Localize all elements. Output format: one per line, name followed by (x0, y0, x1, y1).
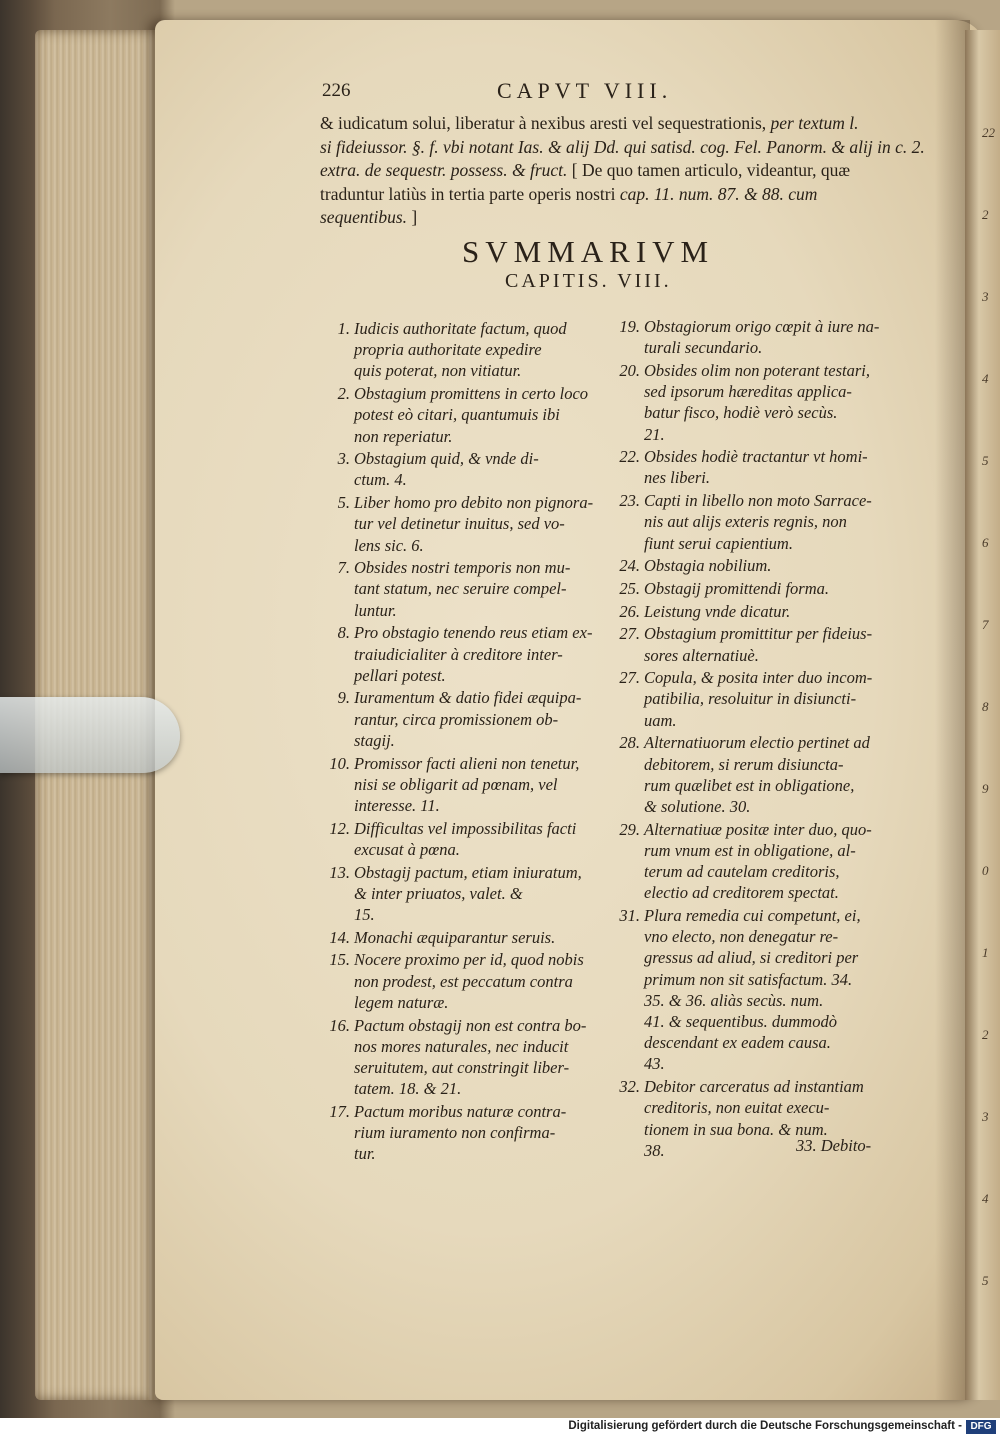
summary-entry-number: 10. (329, 753, 350, 773)
summary-entry-line: 41. & sequentibus. dummodò (644, 1012, 837, 1031)
intro-text-italic: cap. 11. num. 87. & 88. cum (619, 183, 818, 204)
facing-page-number: 2 (982, 207, 989, 222)
facing-page-number: 22 (982, 125, 995, 140)
summary-title: SVMMARIVM (462, 234, 715, 269)
summary-entry-line: creditoris, non euitat execu- (644, 1098, 830, 1118)
summary-entry (608, 623, 900, 665)
summary-entry-line: nisi se obligarit ad pœnam, vel (354, 774, 558, 794)
facing-page-number: 9 (982, 781, 989, 796)
summary-entry-line: Obstagia nobilium. (644, 556, 772, 576)
summary-entry-number: 14. (329, 927, 350, 947)
summary-entry-line: Promissor facti alieni non tenetur, (354, 753, 580, 773)
summary-entry (608, 667, 900, 731)
summary-entry-number: 31. (619, 905, 640, 925)
dfg-logo: DFG (966, 1420, 996, 1434)
summary-entry-line: legem naturæ. (354, 992, 449, 1012)
summary-entry-line: traiudicialiter à creditore inter- (354, 644, 563, 664)
summary-entry-line: nos mores naturales, nec inducit (354, 1036, 569, 1056)
summary-entry-line: excusat à pœna. (354, 839, 460, 859)
summary-entry-line: Liber homo pro debito non pignora- (354, 493, 594, 513)
summary-entry-line: descendant ex eadem causa. (644, 1033, 831, 1053)
facing-page-number: 8 (982, 699, 989, 714)
summary-entry-line: sores alternatiuè. (644, 645, 759, 665)
summary-entry-line: vno electo, non denegatur re- (644, 927, 839, 947)
summary-entry-number: 28. (619, 733, 640, 753)
summary-entry-line: Plura remedia cui competunt, ei, (644, 905, 861, 925)
intro-text-roman: traduntur latiùs in tertia parte operis nostri (320, 183, 620, 204)
summary-entry-line: patibilia, resoluitur in disiuncti- (644, 689, 857, 709)
summary-entry-line: stagij. (354, 730, 395, 750)
summary-entry (608, 578, 900, 599)
summary-entry-number: 15. (329, 950, 350, 970)
intro-text-roman: [ De quo tamen articulo, videantur, quæ (567, 160, 851, 180)
facing-page-number: 1 (982, 945, 989, 960)
summary-entry-line: tionem in sua bona. & num. (644, 1119, 828, 1139)
summary-entry (318, 318, 602, 382)
summary-entry-line: pellari potest. (354, 665, 446, 685)
footer-credit: Digitalisierung gefördert durch die Deutsche Forschungsgemeinschaft - (568, 1420, 962, 1432)
page-number: 226 (322, 80, 351, 101)
summary-entry (608, 905, 900, 1075)
summary-entry-line: fiunt serui capientium. (644, 533, 793, 553)
intro-text-italic: sequentibus. (320, 207, 408, 227)
summary-entry-line: seruitutem, aut constringit liber- (354, 1057, 570, 1077)
summary-entry-line: debitorem, si rerum disiuncta- (644, 754, 844, 774)
summary-entry-number: 27. (619, 624, 640, 644)
summary-entry-line: Copula, & posita inter duo incom- (644, 668, 873, 688)
summary-entry (608, 316, 900, 358)
intro-text-roman: & iudicatum solui, liberatur à nexibus aresti vel sequestrationis, (320, 113, 771, 133)
summary-entry (318, 927, 602, 948)
summary-entry-line: propria authoritate expedire (354, 340, 542, 360)
summary-entry-line: Pactum moribus naturæ contra- (354, 1101, 567, 1121)
summary-entry-line: rum vnum est in obligatione, al- (644, 840, 856, 860)
summary-entry-line: Alternatiuæ positæ inter duo, quo- (644, 819, 872, 839)
summary-entry-number: 12. (329, 818, 350, 838)
page-header (322, 80, 902, 110)
summary-entry (608, 732, 900, 817)
summary-entry-line: tatem. 18. & 21. (354, 1079, 462, 1099)
summary-entry-line: Obsides nostri temporis non mu- (354, 558, 571, 578)
summary-entry-line: Obstagiorum origo cœpit à iure na- (644, 317, 880, 336)
summary-entry (318, 622, 602, 686)
summary-entry-number: 19. (619, 317, 640, 336)
page-holder-clip (0, 697, 180, 773)
intro-line (320, 159, 898, 183)
summary-entry-number: 24. (619, 556, 640, 576)
summary-entry (608, 555, 900, 576)
facing-page-number: 3 (982, 1109, 989, 1124)
summary-entry-line: tur vel detinetur inuitus, sed vo- (354, 514, 565, 534)
summary-entry (318, 557, 602, 621)
summary-entry-line: 43. (644, 1054, 665, 1074)
summary-entry-line: nes liberi. (644, 468, 710, 488)
summary-entry-number: 1. (337, 319, 350, 338)
summary-entry-line: Obstagij promittendi forma. (644, 578, 830, 598)
summary-entry-line: luntur. (354, 600, 397, 620)
facing-page-number: 6 (982, 535, 989, 550)
summary-subtitle: CAPITIS. VIII. (505, 270, 672, 292)
digitization-footer (0, 1418, 1000, 1437)
summary-entry-line: Obstagium quid, & vnde di- (354, 449, 539, 469)
summary-entry (318, 949, 602, 1013)
summary-entry (318, 448, 602, 490)
summary-entry-line: tant statum, nec seruire compel- (354, 579, 567, 599)
facing-page-number: 5 (982, 1273, 989, 1288)
summary-entry-line: Capti in libello non moto Sarrace- (644, 491, 872, 511)
summary-entry-line: ctum. 4. (354, 470, 407, 490)
intro-text-roman: ] (407, 207, 418, 227)
summary-entry-number: 27. (619, 668, 640, 688)
catchword: 33. Debito- (796, 1136, 872, 1155)
summary-entry-line: lens sic. 6. (354, 535, 424, 555)
summary-entry-number: 32. (619, 1077, 640, 1097)
summary-entry (318, 383, 602, 447)
summary-entry-line: Leistung vnde dicatur. (644, 601, 791, 621)
facing-page-number: 5 (982, 453, 989, 468)
intro-line (320, 183, 898, 207)
summary-entry-line: Nocere proximo per id, quod nobis (354, 950, 584, 970)
summary-entry-line: batur fisco, hodiè verò secùs. (644, 403, 838, 423)
summary-entry (608, 819, 900, 904)
summary-entry-line: 15. (354, 904, 375, 924)
summary-entry-number: 26. (619, 601, 640, 621)
summary-entry-number: 7. (337, 558, 350, 578)
summary-entry-line: electio ad creditorem spectat. (644, 883, 839, 903)
summary-entry-number: 22. (619, 447, 640, 467)
summary-entry-number: 5. (337, 493, 350, 513)
facing-page-number: 4 (982, 371, 989, 386)
summary-entry-line: quis poterat, non vitiatur. (354, 361, 522, 381)
summary-entry-number: 9. (337, 688, 350, 708)
summary-entry-number: 23. (619, 491, 640, 511)
summary-entry-line: Alternatiuorum electio pertinet ad (644, 733, 870, 753)
summary-entry (318, 753, 602, 817)
summary-entry-line: Monachi æquiparantur seruis. (354, 927, 556, 947)
summary-entry-line: Debitor carceratus ad instantiam (644, 1077, 864, 1097)
summary-entry-line: Obstagij pactum, etiam iniuratum, (354, 862, 582, 882)
summary-entry-line: & inter priuatos, valet. & (354, 883, 523, 903)
summary-entry-line: non reperiatur. (354, 426, 453, 446)
summary-entry (608, 490, 900, 554)
facing-page-number: 4 (982, 1191, 989, 1206)
summary-entry-line: tur. (354, 1144, 376, 1164)
summary-entry-line: interesse. 11. (354, 795, 440, 815)
summary-entry-number: 2. (337, 384, 350, 404)
summary-entry-number: 13. (329, 862, 350, 882)
summary-entry-line: Iudicis authoritate factum, quod (354, 319, 567, 338)
facing-page-number: 2 (982, 1027, 989, 1042)
summary-entry (608, 601, 900, 622)
summary-entry (318, 818, 602, 860)
facing-page-number: 7 (982, 617, 989, 632)
summary-entry-line: Pro obstagio tenendo reus etiam ex- (354, 623, 593, 643)
summary-entry-line: non prodest, est peccatum contra (354, 971, 573, 991)
summary-entry-line: potest eò citari, quantumuis ibi (354, 405, 560, 425)
summary-column-right (608, 316, 900, 1162)
summary-entry-number: 29. (619, 819, 640, 839)
intro-line (320, 206, 898, 230)
summary-entry-line: 38. (644, 1140, 665, 1160)
summary-entry (318, 492, 602, 556)
summary-entry-line: Obstagium promittitur per fideius- (644, 624, 873, 644)
intro-text-italic: extra. de sequestr. possess. & fruct. (320, 160, 568, 180)
summary-entry-line: turali secundario. (644, 338, 763, 358)
running-head: CAPVT VIII. (497, 78, 673, 103)
summary-entry (608, 360, 900, 445)
summary-entry-number: 16. (329, 1015, 350, 1035)
summary-entry-line: sed ipsorum hæreditas applica- (644, 382, 852, 402)
summary-entry-line: primum non sit satisfactum. 34. (644, 969, 853, 989)
summary-entry-line: rium iuramento non confirma- (354, 1123, 556, 1143)
facing-page-number: 3 (982, 289, 989, 304)
summary-entry-number: 25. (619, 578, 640, 598)
summary-entry-number: 17. (329, 1101, 350, 1121)
summary-entry-line: Obstagium promittens in certo loco (354, 384, 589, 404)
summary-entry-line: gressus ad aliud, si creditori per (644, 948, 859, 968)
intro-line (320, 136, 925, 160)
intro-text-italic: per textum l. (770, 113, 859, 133)
summary-entry-line: 21. (644, 424, 665, 444)
summary-entry-number: 8. (337, 623, 350, 643)
summary-entry-line: Obsides hodiè tractantur vt homi- (644, 447, 868, 467)
intro-paragraph (320, 112, 925, 230)
summary-entry-line: rantur, circa promissionem ob- (354, 709, 559, 729)
summary-entry-line: rum quælibet est in obligatione, (644, 775, 855, 795)
summary-entry (318, 1015, 602, 1100)
summary-entry (318, 862, 602, 926)
summary-entry (318, 1101, 602, 1165)
intro-line (320, 112, 898, 136)
summary-entry-number: 3. (337, 449, 350, 469)
summary-entry-line: nis aut alijs exteris regnis, non (644, 512, 847, 532)
summary-entry-line: uam. (644, 710, 677, 730)
summary-entry-line: terum ad cautelam creditoris, (644, 862, 840, 882)
facing-page-number: 0 (982, 863, 989, 878)
summary-entry-line: Iuramentum & datio fidei æquipa- (354, 688, 582, 708)
summary-entry-line: Difficultas vel impossibilitas facti (354, 818, 577, 838)
summary-column-left (318, 318, 602, 1166)
summary-entry-number: 20. (619, 360, 640, 380)
summary-entry (608, 446, 900, 488)
summary-entry-line: 35. & 36. aliàs secùs. num. (644, 990, 824, 1010)
summary-entry-line: Obsides olim non poterant testari, (644, 360, 870, 380)
summary-entry-line: Pactum obstagij non est contra bo- (354, 1015, 587, 1035)
intro-text-italic: si fideiussor. §. f. vbi notant Ias. & alij Dd. qui satisd. cog. Fel. Panorm. & alij in c. 2. (320, 136, 925, 157)
summary-entry-line: & solutione. 30. (644, 796, 751, 816)
summary-entry (318, 687, 602, 751)
